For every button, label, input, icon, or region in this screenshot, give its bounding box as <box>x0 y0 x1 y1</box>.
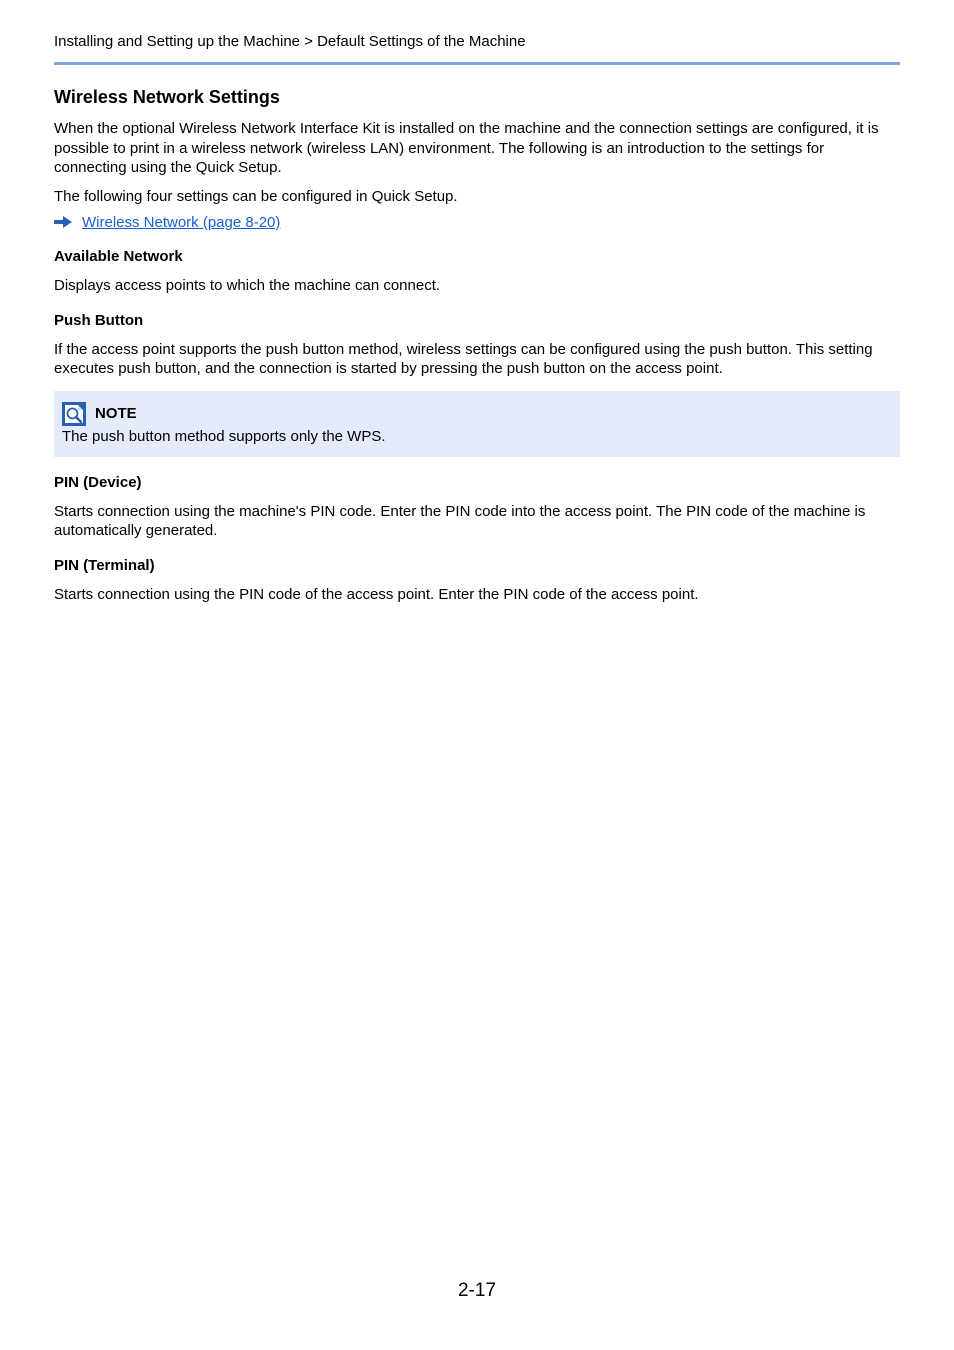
note-header <box>62 402 900 426</box>
page-number: 2-17 <box>457 1280 497 1301</box>
note-icon <box>62 402 86 426</box>
arrow-right-icon <box>54 216 72 228</box>
setting-description: Starts connection using the machine's PIN code. Enter the PIN code into the access point. The PIN code of the machine is automatically generated. <box>54 502 866 539</box>
setting-pin-terminal <box>54 556 900 605</box>
setting-heading: Available Network <box>54 248 183 265</box>
setting-description: If the access point supports the push button method, wireless settings can be configured using the push button. This setting executes push button, and the connection is started by pressing the push button on the access point. <box>54 340 873 377</box>
note-text: The push button method supports only the WPS. <box>62 427 386 445</box>
setting-description: Starts connection using the PIN code of the access point. Enter the PIN code of the access point. <box>54 585 699 603</box>
note-title: NOTE <box>95 405 137 422</box>
setting-heading: PIN (Device) <box>54 473 142 491</box>
setting-heading: PIN (Terminal) <box>54 556 155 574</box>
wireless-network-link[interactable]: Wireless Network (page 8-20) <box>82 213 281 231</box>
setting-description: Displays access points to which the machine can connect. <box>54 277 441 294</box>
header-divider <box>54 62 900 65</box>
breadcrumb: Installing and Setting up the Machine > Default Settings of the Machine <box>54 33 526 50</box>
section-title: Wireless Network Settings <box>54 87 280 107</box>
setting-available-network <box>54 247 900 296</box>
quick-setup-paragraph: The following four settings can be configured in Quick Setup. <box>54 187 458 205</box>
intro-paragraph: When the optional Wireless Network Interface Kit is installed on the machine and the connection settings are configured, it is possible to print in a wireless network (wireless LAN) environment. The following is an introduction to the settings for connecting using the Quick Setup. <box>54 120 879 176</box>
setting-heading: Push Button <box>54 311 144 329</box>
setting-push-button <box>54 311 900 379</box>
setting-pin-device <box>54 473 900 541</box>
reference-link-row <box>54 211 900 233</box>
page-content <box>54 86 900 604</box>
note-box <box>54 391 900 457</box>
